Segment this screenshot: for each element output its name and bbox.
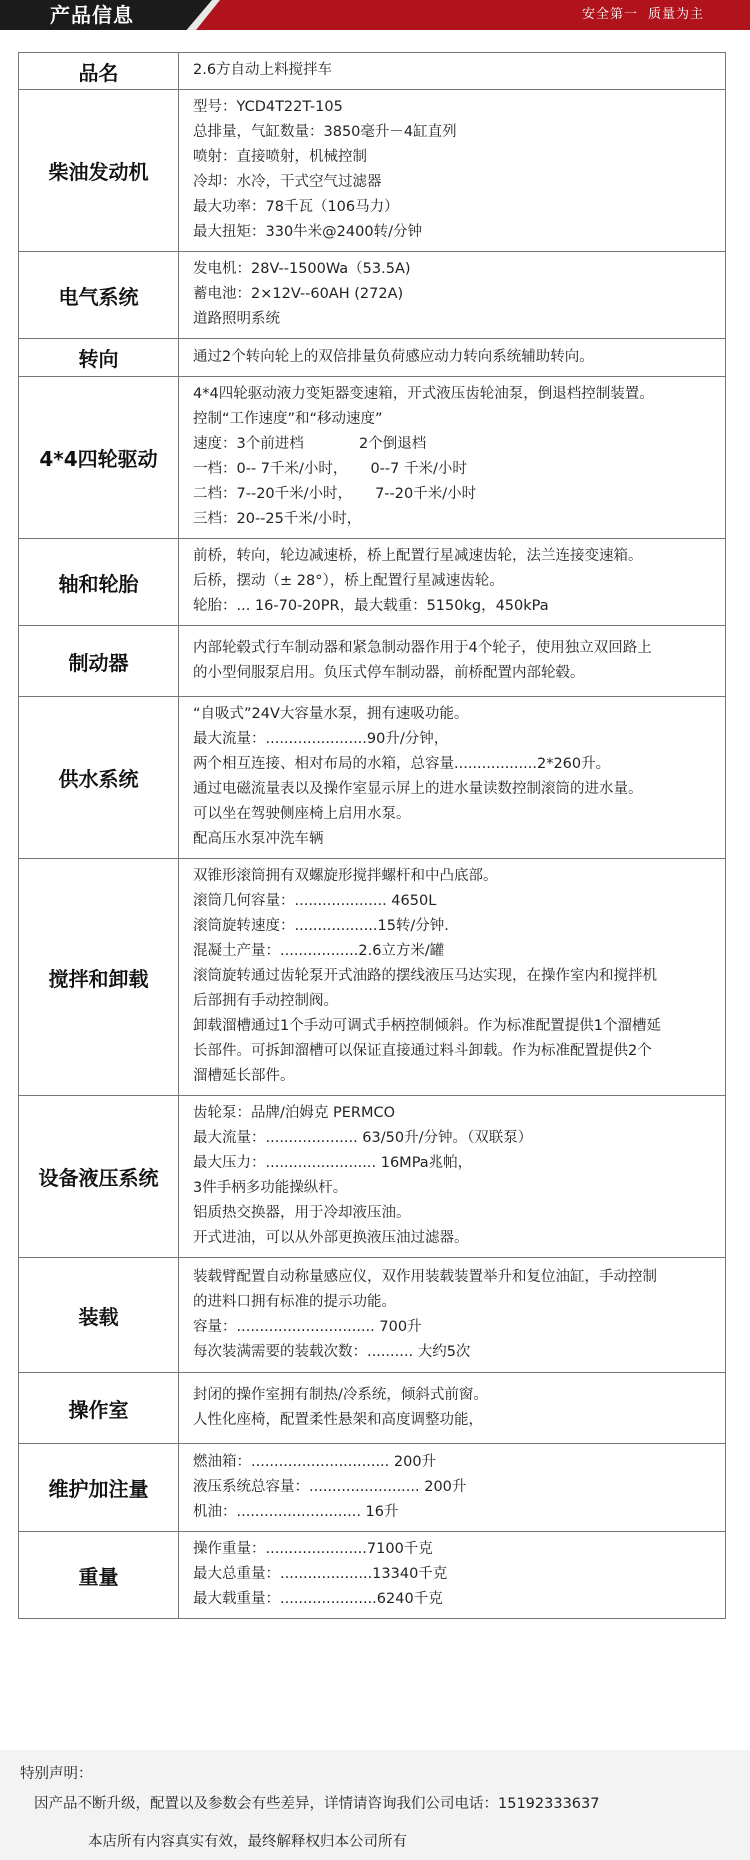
spec-line: 型号：YCD4T22T-105: [193, 99, 343, 115]
spec-row: [19, 626, 726, 697]
spec-label: 柴油发动机: [19, 90, 179, 252]
spec-label: 轴和轮胎: [19, 539, 179, 626]
spec-line: 每次装满需要的装载次数：.......... 大约5次: [193, 1343, 471, 1360]
spec-line: 操作重量：......................7100千克: [193, 1541, 433, 1557]
spec-line: 长部件。可拆卸溜槽可以保证直接通过料斗卸载。作为标准配置提供2个: [193, 1043, 652, 1059]
spec-line: 燃油箱：.............................. 200升: [193, 1453, 437, 1470]
spec-line: 道路照明系统: [193, 311, 280, 327]
spec-value: [179, 339, 726, 377]
spec-row: [19, 1444, 726, 1532]
spec-line: 双锥形滚筒拥有双螺旋形搅拌螺杆和中凸底部。: [193, 868, 498, 884]
spec-line: “自吸式”24V大容量水泵，拥有速吸功能。: [193, 706, 469, 722]
spec-line: 人性化座椅，配置柔性悬架和高度调整功能，: [193, 1411, 483, 1428]
spec-line: 前桥，转向，轮边减速桥，桥上配置行星减速齿轮，法兰连接变速箱。: [193, 548, 643, 564]
spec-value: [179, 53, 726, 90]
slogan-safety: 安全第一: [581, 7, 638, 22]
header-slogan: [572, 0, 704, 30]
spec-line: 最大载重量：.....................6240千克: [193, 1591, 443, 1607]
spec-line: 最大扭矩：330牛米@2400转/分钟: [193, 224, 422, 240]
spec-line: 齿轮泵：品牌/泊姆克 PERMCO: [193, 1105, 396, 1121]
notice-title: 特别声明：: [20, 1766, 93, 1782]
notice-footer: 本店所有内容真实有效，最终解释权归本公司所有: [88, 1834, 407, 1850]
spec-value: [179, 1258, 726, 1373]
spec-label: 装载: [19, 1258, 179, 1373]
slogan-quality: 质量为主: [647, 7, 704, 22]
spec-label: 电气系统: [19, 252, 179, 339]
spec-line: 机油：........................... 16升: [193, 1503, 399, 1520]
spec-line: 混凝土产量：.................2.6立方米/罐: [193, 943, 445, 959]
spec-value: [179, 626, 726, 697]
spec-label: 制动器: [19, 626, 179, 697]
spec-label: 搅拌和卸载: [19, 859, 179, 1096]
spec-value: [179, 539, 726, 626]
spec-line: 后部拥有手动控制阀。: [193, 993, 338, 1009]
spec-line: 轮胎：... 16-70-20PR，最大载重：5150kg，450kPa: [193, 598, 549, 614]
spec-line: 滚筒旋转速度：..................15转/分钟.: [193, 918, 449, 934]
spec-line: 配高压水泵冲洗车辆: [193, 831, 324, 847]
spec-line: 滚筒几何容量：.................... 4650L: [193, 893, 437, 909]
spec-value: [179, 252, 726, 339]
spec-line: 内部轮毂式行车制动器和紧急制动器作用于4个轮子，使用独立双回路上: [193, 639, 652, 656]
spec-row: [19, 1373, 726, 1444]
spec-line: 最大流量：......................90升/分钟，: [193, 731, 449, 747]
spec-row: [19, 339, 726, 377]
spec-label: 重量: [19, 1532, 179, 1619]
spec-value: [179, 859, 726, 1096]
spec-row: [19, 697, 726, 859]
spec-row: [19, 90, 726, 252]
spec-line: 装载臂配置自动称量感应仪，双作用装载装置举升和复位油缸，手动控制: [193, 1268, 657, 1285]
spec-value: [179, 1096, 726, 1258]
spec-line: 铝质热交换器，用于冷却液压油。: [193, 1205, 411, 1221]
spec-row: [19, 252, 726, 339]
spec-row: [19, 1096, 726, 1258]
spec-label: 设备液压系统: [19, 1096, 179, 1258]
spec-line: 卸载溜槽通过1个手动可调式手柄控制倾斜。作为标准配置提供1个溜槽延: [193, 1018, 661, 1034]
spec-line: 封闭的操作室拥有制热/冷系统，倾斜式前窗。: [193, 1386, 488, 1403]
spec-line: 一档：0-- 7千米/小时， 0--7 千米/小时: [193, 461, 467, 477]
page-header: [0, 0, 750, 30]
spec-line: 两个相互连接、相对布局的水箱，总容量..................2*260升。: [193, 756, 611, 772]
notice-text: 因产品不断升级，配置以及参数会有些差异，详情请咨询我们公司电话：15192333637: [34, 1796, 600, 1812]
spec-value: [179, 697, 726, 859]
spec-row: [19, 859, 726, 1096]
spec-line: 通过电磁流量表以及操作室显示屏上的进水量读数控制滚筒的进水量。: [193, 781, 643, 797]
spec-row: [19, 1532, 726, 1619]
spec-line: 开式进油，可以从外部更换液压油过滤器。: [193, 1230, 469, 1246]
spec-line: 总排量，气缸数量：3850毫升－4缸直列: [193, 124, 457, 140]
spec-value: [179, 1532, 726, 1619]
spec-value: [179, 1373, 726, 1444]
spec-value: [179, 90, 726, 252]
spec-line: 4*4四轮驱动液力变矩器变速箱，开式液压齿轮油泵，倒退档控制装置。: [193, 386, 654, 402]
spec-line: 滚筒旋转通过齿轮泵开式油路的摆线液压马达实现，在操作室内和搅拌机: [193, 968, 657, 984]
spec-line: 的小型伺服泵启用。负压式停车制动器，前桥配置内部轮毂。: [193, 664, 585, 681]
spec-line: 喷射：直接喷射，机械控制: [193, 149, 367, 165]
spec-line: 液压系统总容量：........................ 200升: [193, 1478, 467, 1495]
spec-line: 最大压力：........................ 16MPa兆帕，: [193, 1155, 473, 1171]
spec-line: 的进料口拥有标准的提示功能。: [193, 1293, 396, 1310]
spec-line: 溜槽延长部件。: [193, 1068, 295, 1084]
spec-label: 操作室: [19, 1373, 179, 1444]
spec-row: [19, 539, 726, 626]
spec-label: 维护加注量: [19, 1444, 179, 1532]
spec-value: [179, 377, 726, 539]
spec-line: 冷却：水冷，干式空气过滤器: [193, 174, 382, 190]
spec-label: 品名: [19, 53, 179, 90]
spec-row: [19, 377, 726, 539]
spec-line: 最大流量：.................... 63/50升/分钟。（双联泵）: [193, 1130, 533, 1146]
spec-label: 供水系统: [19, 697, 179, 859]
spec-line: 后桥，摆动（± 28°），桥上配置行星减速齿轮。: [193, 573, 504, 589]
spec-row: [19, 1258, 726, 1373]
spec-line: 通过2个转向轮上的双倍排量负荷感应动力转向系统辅助转向。: [193, 348, 594, 365]
spec-line: 可以坐在驾驶侧座椅上启用水泵。: [193, 806, 411, 822]
spec-line: 蓄电池：2×12V--60AH (272A): [193, 286, 404, 302]
spec-row: [19, 53, 726, 90]
spec-line: 发电机：28V--1500Wa（53.5A): [193, 261, 411, 277]
spec-line: 容量：.............................. 700升: [193, 1318, 422, 1335]
notice-section: [0, 1750, 750, 1860]
spec-line: 二档：7--20千米/小时， 7--20千米/小时: [193, 486, 477, 502]
spec-label: 转向: [19, 339, 179, 377]
page-title: 产品信息: [50, 3, 134, 27]
spec-line: 最大总重量：....................13340千克: [193, 1566, 448, 1582]
spec-value: [179, 1444, 726, 1532]
spec-line: 速度：3个前进档 2个倒退档: [193, 436, 427, 452]
spec-line: 3件手柄多功能操纵杆。: [193, 1180, 348, 1196]
spec-line: 2.6方自动上料搅拌车: [193, 62, 333, 78]
spec-label: 4*4四轮驱动: [19, 377, 179, 539]
spec-line: 控制“工作速度”和“移动速度”: [193, 411, 383, 427]
spec-table: [18, 52, 726, 1619]
spec-line: 最大功率：78千瓦（106马力）: [193, 199, 399, 215]
spec-line: 三档：20--25千米/小时，: [193, 511, 362, 527]
